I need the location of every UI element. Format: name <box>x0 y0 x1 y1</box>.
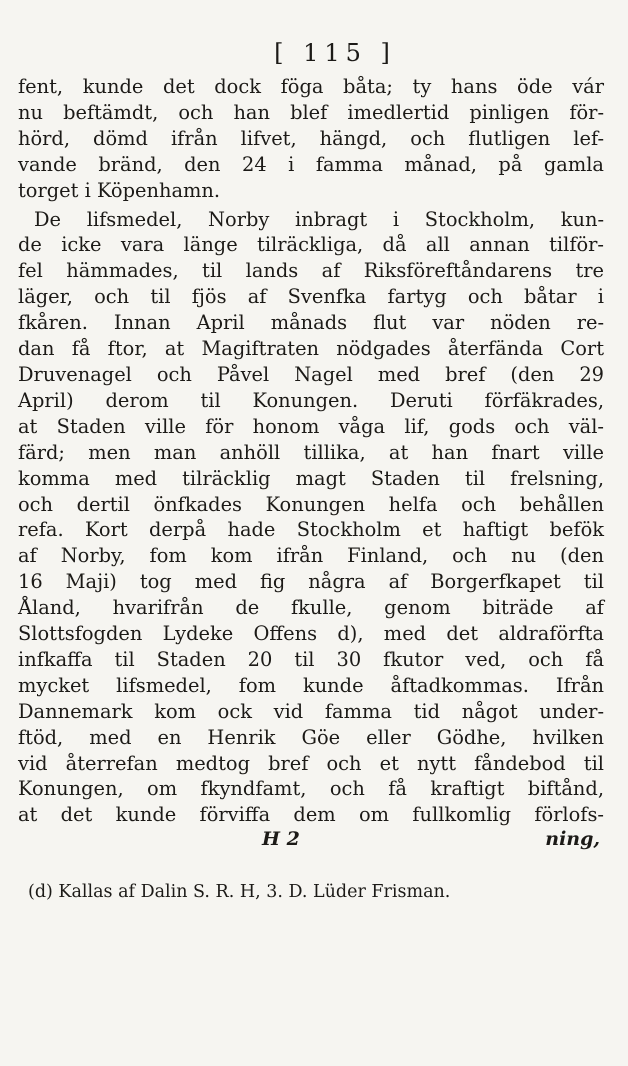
text-line: Åland, hvarifrån de fkulle, genom biträde af <box>18 596 604 620</box>
text-line: fel hämmades, til lands af Riksföreftåndarens tre <box>18 259 604 283</box>
text-line: vande bränd, den 24 i famma månad, på gamla <box>18 152 604 176</box>
text-line: Druvenagel och Påvel Nagel med bref (den 29 <box>18 362 604 386</box>
text-line: infkaffa til Staden 20 til 30 fkutor ved, och få <box>18 647 604 671</box>
page-number-header: [ 115 ] <box>274 39 396 67</box>
text-line: April) derom til Konungen. Deruti förfäkrades, <box>18 388 604 412</box>
text-line: at Staden ville för honom våga lif, gods och väl- <box>18 414 604 438</box>
catchword: ning, <box>545 828 600 851</box>
text-line: 16 Maji) tog med fig några af Borgerfkapet til <box>18 570 604 594</box>
book-page <box>18 32 614 902</box>
text-line: fkåren. Innan April månads flut var nöden re- <box>18 311 604 335</box>
text-line: De lifsmedel, Norby inbragt i Stockholm, kun- <box>34 207 604 231</box>
text-line: torget i Köpenhamn. <box>18 178 221 202</box>
text-line: de icke vara länge tilräckliga, då all annan tilför- <box>18 233 604 257</box>
catchline <box>18 828 614 854</box>
text-line: ftöd, med en Henrik Göe eller Gödhe, hvilken <box>18 725 604 749</box>
paragraph-2 <box>18 207 614 829</box>
text-line: mycket lifsmedel, fom kunde åftadkommas. Ifrån <box>18 673 604 697</box>
text-line: af Norby, fom kom ifrån Finland, och nu (den <box>18 544 604 568</box>
text-line: at det kunde förviffa dem om fullkomlig förlofs- <box>18 803 604 827</box>
text-line: nu beftämdt, och han blef imedlertid pinligen för- <box>18 100 604 124</box>
text-line: Konungen, om fkyndfamt, och få kraftigt biftånd, <box>18 777 604 801</box>
text-line: vid återrefan medtog bref och et nytt fåndebod til <box>18 751 604 775</box>
paragraph-1 <box>18 74 614 204</box>
text-line: läger, och til fjös af Svenfka fartyg och båtar i <box>18 285 604 309</box>
text-line: och dertil önfkades Konungen helfa och behållen <box>18 492 604 516</box>
text-line: komma med tilräcklig magt Staden til frelsning, <box>18 466 604 490</box>
text-line: fent, kunde det dock föga båta; ty hans öde vár <box>18 75 604 98</box>
footnote: (d) Kallas af Dalin S. R. H, 3. D. Lüder Frisman. <box>28 882 451 903</box>
text-line: Slottsfogden Lydeke Offens d), med det aldraförfta <box>18 622 604 646</box>
text-line: dan få ftor, at Magiftraten nödgades återfända Cort <box>18 337 604 361</box>
text-line: färd; men man anhöll tillika, at han fnart ville <box>18 440 604 464</box>
signature-mark: H 2 <box>262 828 300 851</box>
text-line: Dannemark kom ock vid famma tid något under- <box>18 699 604 723</box>
text-line: hörd, dömd ifrån lifvet, hängd, och flutligen lef- <box>18 126 604 150</box>
text-line: refa. Kort derpå hade Stockholm et haftigt befök <box>18 518 604 542</box>
